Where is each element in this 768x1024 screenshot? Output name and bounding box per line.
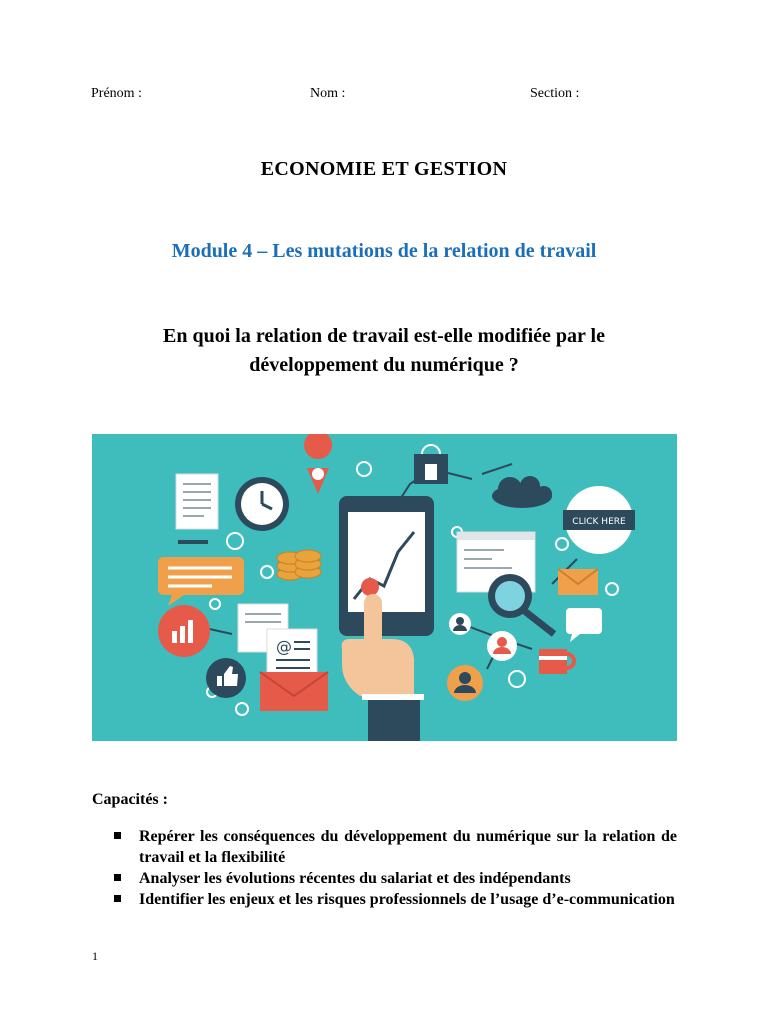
capacites-list: [110, 826, 677, 910]
clock-icon: [235, 477, 289, 531]
bullet-icon: [114, 832, 121, 839]
list-item-text: Analyser les évolutions récentes du salariat et des indépendants: [139, 870, 571, 887]
prenom-label: Prénom :: [91, 86, 142, 101]
document-title: ECONOMIE ET GESTION: [260, 158, 508, 180]
list-item: [110, 826, 677, 868]
envelope-icon: [558, 569, 598, 595]
question-line-2: développement du numérique ?: [249, 354, 519, 376]
section-label: Section :: [530, 86, 580, 101]
list-item-text: Repérer les conséquences du développement du numérique sur la relation de travail et la flexibilité: [139, 828, 677, 866]
list-item: [110, 868, 677, 889]
list-item: [110, 889, 677, 910]
nom-label: Nom :: [310, 86, 346, 101]
user-avatar-icon-3: [447, 665, 483, 701]
tablet-icon: [339, 496, 434, 636]
svg-text:@: @: [276, 637, 292, 656]
page-number: 1: [92, 949, 98, 963]
main-question: [100, 322, 668, 380]
user-avatar-icon-2: [487, 631, 517, 661]
bullet-icon: [114, 895, 121, 902]
module-title: Module 4 – Les mutations de la relation de travail: [171, 240, 597, 262]
like-icon: [206, 658, 246, 698]
coins-icon: [277, 550, 321, 580]
bar-chart-icon: [158, 605, 210, 657]
svg-text:CLICK HERE: CLICK HERE: [572, 517, 626, 527]
digital-work-illustration: [92, 434, 677, 741]
document-icon: [176, 474, 218, 529]
capacites-title: Capacités :: [92, 791, 168, 808]
list-item-text: Identifier les enjeux et les risques professionnels de l’usage d’e-communication: [139, 891, 675, 908]
question-line-1: En quoi la relation de travail est-elle modifiée par le: [163, 325, 605, 347]
user-avatar-icon-1: [449, 613, 471, 635]
bullet-icon: [114, 874, 121, 881]
